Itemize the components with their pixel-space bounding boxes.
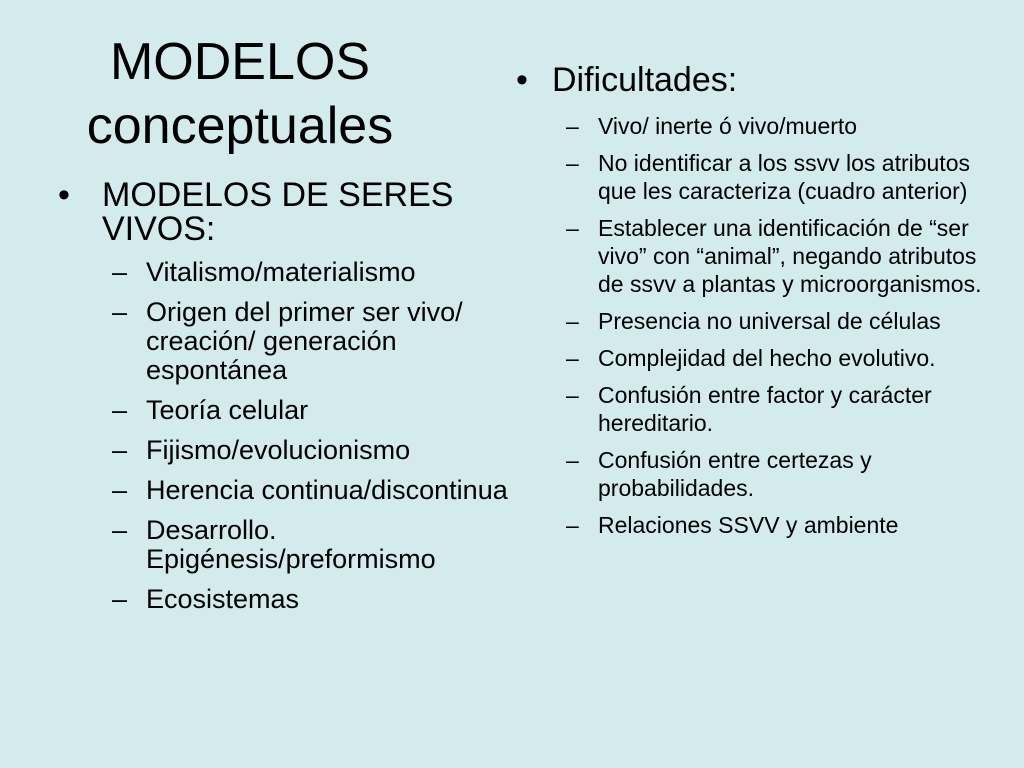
left-heading: MODELOS DE SERES VIVOS: [102, 176, 454, 248]
dash-marker: – [112, 395, 128, 425]
dash-marker: – [566, 150, 579, 176]
left-sub-list [112, 258, 518, 614]
left-bullet [58, 178, 518, 246]
dash-marker: – [566, 512, 579, 538]
list-item-text: Confusión entre certezas y probabilidades. [598, 447, 872, 501]
dash-marker: – [112, 257, 128, 287]
list-item [112, 585, 518, 614]
list-item [112, 516, 518, 574]
dash-marker: – [112, 515, 128, 545]
right-heading: Dificultades: [552, 61, 738, 99]
list-item-text: Desarrollo. Epigénesis/preformismo [146, 515, 436, 574]
dash-marker: – [566, 382, 579, 408]
list-item [566, 344, 986, 372]
list-item [566, 446, 986, 502]
right-sub-list [566, 112, 986, 539]
dash-marker: – [112, 297, 128, 327]
list-item [566, 511, 986, 539]
bullet-marker: • [58, 176, 70, 214]
list-item [112, 396, 518, 425]
dash-marker: – [112, 435, 128, 465]
right-bullet [516, 60, 986, 100]
list-item-text: Establecer una identificación de “ser vivo” con “animal”, negando atributos de ssvv a plantas y microorganismos. [598, 215, 982, 297]
list-item-text: Fijismo/evolucionismo [146, 435, 411, 465]
list-item-text: Herencia continua/discontinua [146, 475, 508, 505]
bullet-marker: • [516, 61, 528, 99]
list-item [566, 112, 986, 140]
list-item [566, 149, 986, 205]
list-item-text: Vivo/ inerte ó vivo/muerto [598, 113, 858, 139]
list-item [566, 214, 986, 298]
list-item-text: Ecosistemas [146, 584, 300, 614]
dash-marker: – [112, 584, 128, 614]
list-item [566, 381, 986, 437]
list-item-text: No identificar a los ssvv los atributos que les caracteriza (cuadro anterior) [598, 150, 970, 204]
right-column [516, 60, 986, 548]
dash-marker: – [566, 113, 579, 139]
list-item [112, 298, 518, 385]
dash-marker: – [112, 475, 128, 505]
list-item-text: Presencia no universal de células [598, 308, 941, 334]
dash-marker: – [566, 345, 579, 371]
list-item [112, 436, 518, 465]
title-line-1: MODELOS [109, 33, 371, 91]
list-item [112, 258, 518, 287]
dash-marker: – [566, 215, 579, 241]
list-item-text: Origen del primer ser vivo/ creación/ generación espontánea [146, 297, 463, 385]
list-item-text: Relaciones SSVV y ambiente [598, 512, 899, 538]
dash-marker: – [566, 447, 579, 473]
list-item [566, 307, 986, 335]
title-line-2: conceptuales [86, 97, 394, 155]
left-column [58, 178, 518, 625]
list-item-text: Complejidad del hecho evolutivo. [598, 345, 936, 371]
list-item-text: Vitalismo/materialismo [146, 257, 416, 287]
list-item-text: Teoría celular [146, 395, 309, 425]
list-item-text: Confusión entre factor y carácter hereditario. [598, 382, 932, 436]
list-item [112, 476, 518, 505]
dash-marker: – [566, 308, 579, 334]
slide-title [40, 30, 440, 158]
